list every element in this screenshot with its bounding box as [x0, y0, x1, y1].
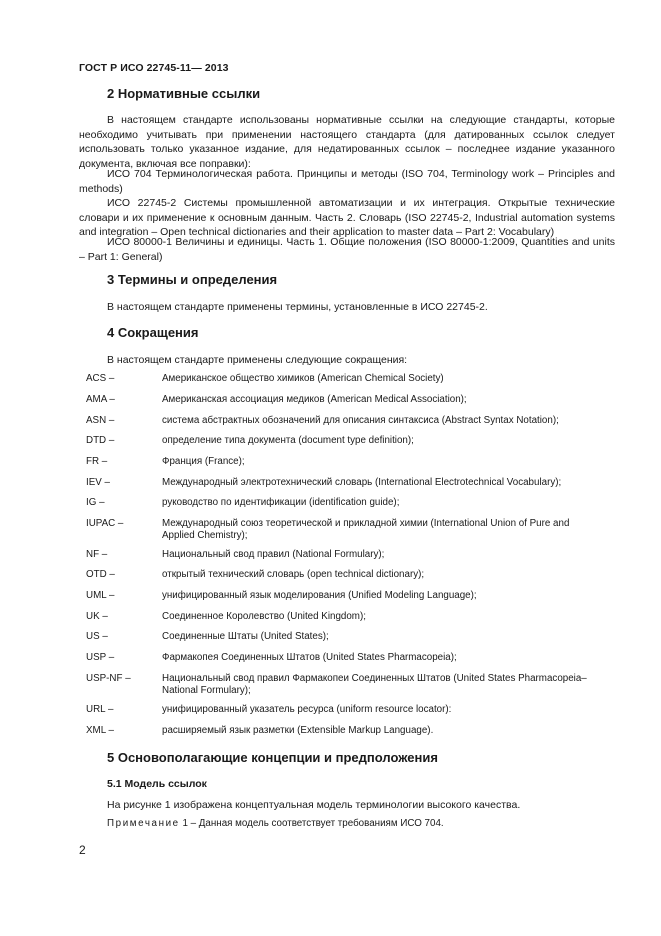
abbreviation-term: AMA –	[86, 394, 115, 405]
normative-ref-iso-22745-2: ИСО 22745-2 Системы промышленной автоматизации и их интеграция. Открытые технические словари и их применение к основным данным. Часть 2. Словарь (ISO 22745-2, Industrial automation systems and integration – Open technical dictionaries and their application to master data – Part 2: Vocabulary)	[79, 197, 615, 239]
abbreviation-definition: Франция (France);	[162, 456, 245, 467]
abbreviation-definition: определение типа документа (document type definition);	[162, 435, 414, 446]
abbreviation-definition: Американская ассоциация медиков (American Medical Association);	[162, 394, 467, 405]
abbreviation-term: US –	[86, 631, 108, 642]
abbreviation-definition: руководство по идентификации (identification guide);	[162, 497, 400, 508]
abbreviation-definition: Соединенное Королевство (United Kingdom);	[162, 611, 366, 622]
abbreviation-term: NF –	[86, 549, 108, 560]
section-3-title: 3 Термины и определения	[107, 272, 278, 287]
abbreviation-definition: Фармакопея Соединенных Штатов (United States Pharmacopeia);	[162, 652, 457, 663]
section-5-title: 5 Основополагающие концепции и предположения	[107, 750, 438, 765]
abbreviation-term: FR –	[86, 456, 108, 467]
note	[107, 818, 444, 829]
note-label: Примечание	[107, 818, 180, 829]
abbreviation-term: IEV –	[86, 477, 110, 488]
abbreviation-term: UK –	[86, 611, 108, 622]
section-2-title: 2 Нормативные ссылки	[107, 86, 261, 101]
abbreviation-term: ASN –	[86, 415, 115, 426]
abbreviation-term: IUPAC –	[86, 518, 124, 529]
subsection-5-1-title: 5.1 Модель ссылок	[107, 778, 207, 790]
abbreviation-term: IG –	[86, 497, 105, 508]
abbreviation-term: URL –	[86, 704, 114, 715]
abbreviation-definition: Национальный свод правил (National Formulary);	[162, 549, 385, 560]
abbreviation-term: OTD –	[86, 569, 115, 580]
normative-ref-iso-704: ИСО 704 Терминологическая работа. Принципы и методы (ISO 704, Terminology work – Principles and methods)	[79, 168, 615, 195]
abbreviation-term: ACS –	[86, 373, 115, 384]
abbreviation-definition: система абстрактных обозначений для описания синтаксиса (Abstract Syntax Notation);	[162, 415, 559, 426]
abbreviation-term: DTD –	[86, 435, 115, 446]
abbreviation-definition: открытый технический словарь (open technical dictionary);	[162, 569, 425, 580]
section-4-title: 4 Сокращения	[107, 325, 199, 340]
abbreviation-term: XML –	[86, 725, 114, 736]
normative-ref-iso-80000-1: ИСО 80000-1 Величины и единицы. Часть 1. Общие положения (ISO 80000-1:2009, Quantities and units – Part 1: General)	[79, 236, 615, 263]
page-number: 2	[79, 843, 86, 857]
abbreviation-term: USP-NF –	[86, 673, 131, 684]
abbreviation-definition: унифицированный язык моделирования (Unified Modeling Language);	[162, 590, 477, 601]
abbreviation-term: USP –	[86, 652, 115, 663]
abbreviation-term: UML –	[86, 590, 115, 601]
abbreviation-definition: Международный союз теоретической и прикладной химии (International Union of Pure and Applied Chemistry);	[162, 518, 570, 541]
section-3-text: В настоящем стандарте применены термины, установленные в ИСО 22745-2.	[107, 301, 488, 313]
abbreviation-definition: Международный электротехнический словарь (International Electrotechnical Vocabulary);	[162, 477, 562, 488]
abbreviation-definition: расширяемый язык разметки (Extensible Markup Language).	[162, 725, 434, 736]
abbreviation-definition: Американское общество химиков (American Chemical Society)	[162, 373, 444, 384]
abbreviation-definition: Соединенные Штаты (United States);	[162, 631, 329, 642]
section-2-intro: В настоящем стандарте использованы нормативные ссылки на следующие стандарты, которые необходимо учитывать при применении настоящего стандарта (для датированных ссылок следует использовать только указанное издание, для недатированных ссылок – последнее издание указанного документа, включая все поправки):	[79, 114, 615, 170]
abbreviation-definition: Национальный свод правил Фармакопеи Соединенных Штатов (United States Pharmacopeia– National Formulary);	[162, 673, 587, 696]
section-4-intro: В настоящем стандарте применены следующие сокращения:	[107, 354, 408, 366]
note-text: 1 – Данная модель соответствует требованиям ИСО 704.	[182, 818, 444, 829]
abbreviation-definition: унифицированный указатель ресурса (uniform resource locator):	[162, 704, 452, 715]
document-header: ГОСТ Р ИСО 22745-11— 2013	[79, 62, 229, 74]
subsection-5-1-text: На рисунке 1 изображена концептуальная модель терминологии высокого качества.	[107, 799, 521, 811]
